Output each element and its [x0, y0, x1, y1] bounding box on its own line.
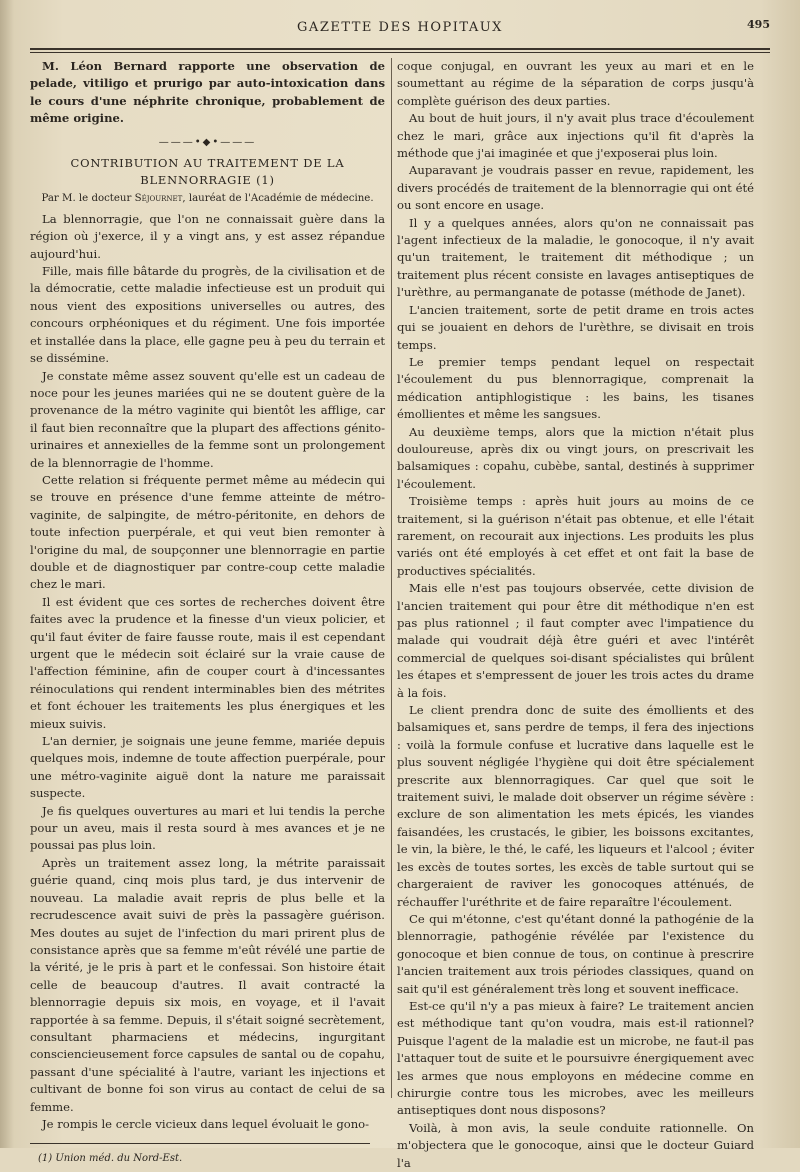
paragraph: Au deuxième temps, alors que la miction n'était plus douloureuse, après dix ou vingt jours, on prescrivait les balsamiques : copahu, cubèbe, santal, destinés à supprimer l'écoulement.	[397, 424, 754, 491]
page-number: 495	[747, 18, 770, 31]
paragraph: Le client prendra donc de suite des émollients et des balsamiques et, sans perdre de temps, il fera des injections : voilà la formule confuse et lucrative dans laquelle est le plus souvent négligée l'hygiène qui doit être spécialement prescrite aux blennorragiques. Car quel que soit le traitement suivi, le malade doit observer un régime sévère : exclure de son alimentation les mets épicés, les viandes faisandées, les crustacés, le gibier, les boissons excitantes, le vin, la bière, le thé, le café, les liqueurs et l'alcool ; éviter les excès de toutes sortes, les excès de table surtout qui se chargeraient de raviver les gonocoques atténués, de réchauffer l'uréthrite et de faire reparaître l'écoulement.	[397, 703, 754, 909]
lead-paragraph: M. Léon Bernard rapporte une observation de pelade, vitiligo et prurigo par auto-intoxication dans le cours d'une néphrite chronique, probablement de même origine.	[30, 59, 385, 126]
paragraph: Il est évident que ces sortes de recherches doivent être faites avec la prudence et la finesse d'un vieux policier, et qu'il faut éviter de faire fausse route, mais il est cependant urgent que le médecin soit éclairé sur la vraie cause de l'affection féminine, afin de couper court à d'incessantes réinoculations qui rendent interminables bien des métrites et font échouer les traitements les plus énergiques et les mieux suivis.	[30, 594, 385, 731]
paragraph: Mais elle n'est pas toujours observée, cette division de l'ancien traitement qui pour être dit méthodique n'en est pas plus rationnel ; il faut compter avec l'impatience du malade qui voudrait déjà être guéri et avec l'intérêt commercial de quelques soi-disant spécialistes qui brûlent les étapes et s'empressent de jouer les trois actes du drame à la fois.	[397, 581, 754, 700]
paragraph: La blennorragie, que l'on ne connaissait guère dans la région où j'exerce, il y a vingt ans, y est assez répandue aujourd'hui.	[30, 211, 385, 261]
paragraph: L'an dernier, je soignais une jeune femme, mariée depuis quelques mois, indemne de toute affection puerpérale, pour une métro-vaginite aiguë dont la nature me paraissait suspecte.	[30, 734, 385, 801]
section-ornament: ———•◆•———	[158, 136, 257, 148]
footnote: (1) Union méd. du Nord-Est.	[38, 1153, 183, 1165]
footnote-rule	[30, 1143, 370, 1144]
paragraph: Il y a quelques années, alors qu'on ne connaissait pas l'agent infectieux de la maladie, le gonocoque, il n'y avait qu'un traitement, le traitement dit méthodique ; un traitement plus récent consiste en lavages antiseptiques de l'urèthre, au permanganate de potasse (méthode de Janet).	[397, 215, 754, 300]
paragraph: Je rompis le cercle vicieux dans lequel évoluait le gono-	[42, 1116, 370, 1131]
paragraph: coque conjugal, en ouvrant les yeux au mari et en le soumettant au régime de la séparation de corps jusqu'à complète guérison des deux parties.	[397, 59, 754, 108]
paragraph: Je constate même assez souvent qu'elle est un cadeau de noce pour les jeunes mariées qui ne se doutent guère de la provenance de la métro vaginite qui bientôt les afflige, car il faut bien reconnaître que la plupart des affections génito-urinaires et annexielles de la femme sont un prolongement de la blennorragie de l'homme.	[30, 368, 385, 470]
paragraph: Au bout de huit jours, il n'y avait plus trace d'écoulement chez le mari, grâce aux injections qu'il fit d'après la méthode que j'ai imaginée et que j'exposerai plus loin.	[397, 111, 754, 161]
paragraph: Cette relation si fréquente permet même au médecin qui se trouve en présence d'une femme atteinte de métro-vaginite, de salpingite, de métro-péritonite, en dehors de toute infection puerpérale, et qui veut bien remonter à l'origine du mal, de soupçonner une blennorragie en partie double et de diagnostiquer par contre-coup cette maladie chez le mari.	[30, 472, 385, 592]
paragraph: Voilà, à mon avis, la seule conduite rationnelle. On m'objectera que le gonocoque, ainsi que le docteur Guiard l'a	[397, 1120, 754, 1170]
paragraph: Le premier temps pendant lequel on respectait l'écoulement du pus blennorragique, comprenait la médication antiphlogistique : les bains, les tisanes émollientes et même les sangsues.	[397, 354, 754, 422]
paragraph: Troisième temps : après huit jours au moins de ce traitement, si la guérison n'était pas obtenue, et elle l'était rarement, on recourait aux injections. Les produits les plus variés ont été employés à cet effet et ont fait la base de productives spécialités.	[397, 494, 754, 578]
left-column	[30, 58, 385, 1168]
paragraph: Après un traitement assez long, la métrite paraissait guérie quand, cinq mois plus tard, je dus intervenir de nouveau. La maladie avait repris de plus belle et la recrudescence avait suivi de près la passagère guérison. Mes doutes au sujet de l'infection du mari prirent plus de consistance après que sa femme m'eût révélé une partie de la vérité, je le pris à part et le confessai. Son histoire était celle de beaucoup d'autres. Il avait contracté la blennorragie depuis six mois, en voyage, et il l'avait rapportée à sa femme. Depuis, il s'était soigné secrètement, consultant pharmaciens et médecins, ingurgitant consciencieusement force capsules de santal ou de copahu, passant d'une spécialité à l'autre, variant les injections et cultivant de bonne foi son virus au contact de celui de sa femme.	[30, 855, 385, 1114]
paragraph: Auparavant je voudrais passer en revue, rapidement, les divers procédés de traitement de la blennorragie qui ont été ou sont encore en usage.	[397, 163, 754, 213]
paragraph: Est-ce qu'il n'y a pas mieux à faire? Le traitement ancien est méthodique tant qu'on voudra, mais est-il rationnel? Puisque l'agent de la maladie est un microbe, ne faut-il pas l'attaquer tout de suite et le poursuivre énergiquement avec les armes que nous employons en médecine comme en chirurgie contre tous les microbes, avec les meilleurs antiseptiques dont nous disposons?	[397, 998, 754, 1118]
byline-prefix: Par M. le docteur	[41, 192, 132, 204]
paragraph: Ce qui m'étonne, c'est qu'étant donné la pathogénie de la blennorragie, pathogénie révélée par l'existence du gonocoque et bien connue de tous, on continue à prescrire l'ancien traitement aux trois périodes classiques, quand on sait qu'il est généralement très long et souvent inefficace.	[397, 911, 754, 996]
header-double-rule	[30, 48, 770, 53]
journal-title: GAZETTE DES HOPITAUX	[297, 20, 503, 35]
column-divider	[391, 58, 392, 1098]
author-name: Séjournet	[134, 192, 183, 204]
paragraph: Fille, mais fille bâtarde du progrès, de la civilisation et de la démocratie, cette maladie infectieuse est un produit qui nous vient des expositions universelles ou autres, des concours orphéoniques et du régiment. Une fois importée et installée dans la place, elle gagne peu à peu du terrain et se dissémine.	[30, 264, 385, 366]
article-title: CONTRIBUTION AU TRAITEMENT DE LA BLENNORRAGIE (1)	[70, 156, 345, 188]
page-header	[30, 18, 770, 40]
page-binding-shadow	[0, 0, 14, 1148]
article-byline	[30, 192, 385, 205]
paragraph: Je fis quelques ouvertures au mari et lui tendis la perche pour un aveu, mais il resta sourd à mes avances et je ne poussai pas plus loin.	[30, 803, 385, 853]
byline-suffix: , lauréat de l'Académie de médecine.	[182, 192, 374, 204]
right-column	[397, 58, 754, 1172]
paragraph: L'ancien traitement, sorte de petit drame en trois actes qui se jouaient en dehors de l'urèthre, se divisait en trois temps.	[397, 302, 754, 352]
